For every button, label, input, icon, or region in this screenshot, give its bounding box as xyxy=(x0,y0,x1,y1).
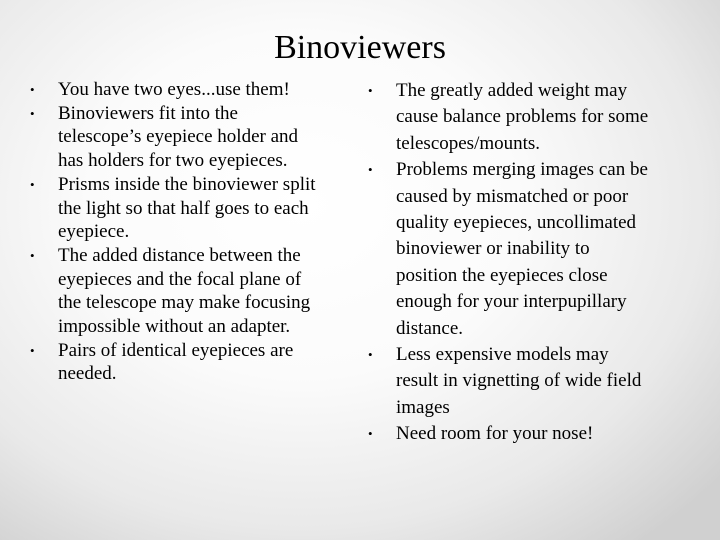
bullet-item xyxy=(30,173,330,244)
bullet-text: The added distance between the eyepieces and the focal plane of the telescope may make focusing impossible without an adapter. xyxy=(58,244,311,338)
bullet-text: Prisms inside the binoviewer split the light so that half goes to each eyepiece. xyxy=(58,173,316,243)
bullet-icon: • xyxy=(368,347,373,363)
bullet-text: Pairs of identical eyepieces are needed. xyxy=(58,339,294,385)
bullet-text: The greatly added weight may cause balance problems for some telescopes/mounts. xyxy=(396,80,649,154)
bullet-text: You have two eyes...use them! xyxy=(58,79,290,100)
bullet-item xyxy=(368,342,668,421)
bullet-text: Binoviewers fit into the telescope’s eyepiece holder and has holders for two eyepieces. xyxy=(58,102,299,172)
bullet-item xyxy=(30,102,330,173)
left-bullet-list xyxy=(30,78,330,386)
bullet-icon: • xyxy=(368,426,373,442)
slide-title: Binoviewers xyxy=(274,29,446,66)
bullet-text: Need room for your nose! xyxy=(396,423,594,445)
bullet-icon: • xyxy=(368,162,373,178)
bullet-item xyxy=(30,244,330,339)
bullet-item xyxy=(368,421,668,447)
bullet-item xyxy=(368,78,668,157)
bullet-icon: • xyxy=(30,247,35,263)
bullet-icon: • xyxy=(30,342,35,358)
bullet-item xyxy=(30,78,330,102)
bullet-text: Less expensive models may result in vignetting of wide field images xyxy=(396,344,642,418)
bullet-text: Problems merging images can be caused by mismatched or poor quality eyepieces, uncollimated binoviewer or inability to position the eyepieces close enough for your interpupillary distance. xyxy=(396,159,648,339)
bullet-item xyxy=(368,157,668,342)
bullet-icon: • xyxy=(30,82,35,97)
bullet-icon: • xyxy=(30,105,35,121)
bullet-icon: • xyxy=(30,176,35,192)
bullet-icon: • xyxy=(368,83,373,98)
bullet-item xyxy=(30,339,330,386)
right-bullet-list xyxy=(368,78,668,448)
